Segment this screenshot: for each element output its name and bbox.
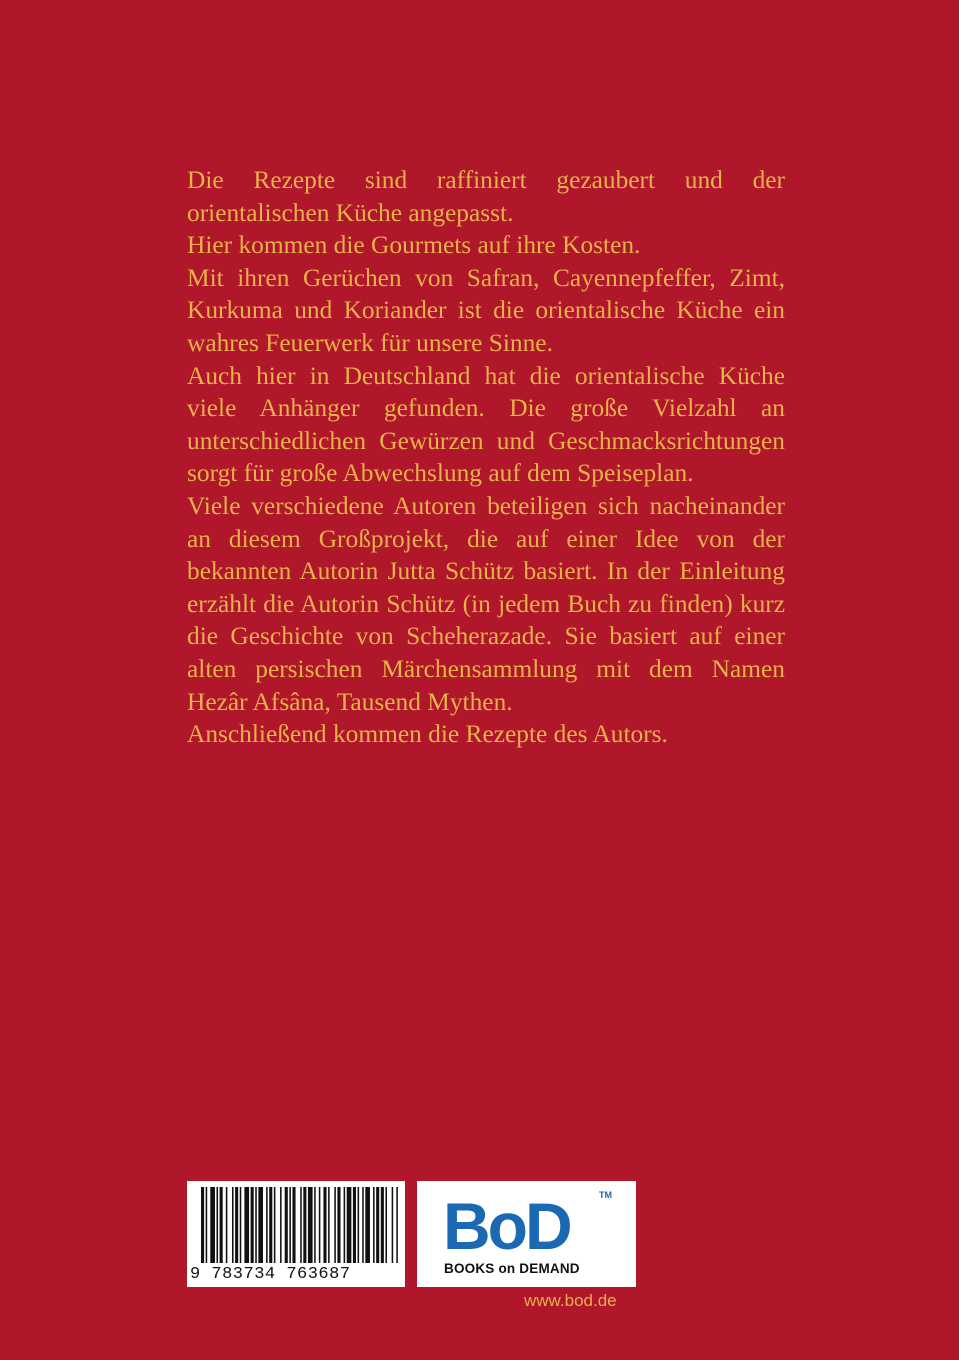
- barcode-bar: [362, 1187, 364, 1263]
- barcode-bar: [210, 1187, 215, 1263]
- barcode-bar: [314, 1187, 316, 1263]
- barcode-bars: [187, 1181, 405, 1265]
- barcode-bar: [232, 1187, 234, 1263]
- isbn-number: 9 783734 763687: [190, 1265, 351, 1284]
- bod-logo: BoD: [443, 1189, 570, 1263]
- blurb-paragraph-3: Mit ihren Gerüchen von Safran, Cayennepfeffer, Zimt, Kurkuma und Koriander ist die orientalische Küche ein wahres Feuerwerk für unsere Sinne.: [187, 263, 785, 357]
- barcode-bar: [269, 1187, 272, 1263]
- barcode-bar: [396, 1187, 398, 1263]
- barcode-bar: [347, 1187, 352, 1263]
- blurb-paragraph-4: Auch hier in Deutschland hat die orientalische Küche viele Anhänger gefunden. Die große Vielzahl an unterschiedlichen Gewürzen und Geschmacksrichtungen sorgt für große Abwechslung auf dem Speiseplan.: [187, 361, 785, 488]
- barcode-bar: [292, 1187, 295, 1263]
- barcode-bar: [240, 1187, 242, 1263]
- barcode-bar: [235, 1187, 238, 1263]
- blurb-paragraph-2: Hier kommen die Gourmets auf ihre Kosten.: [187, 231, 641, 260]
- barcode-bar: [328, 1187, 330, 1263]
- barcode-bar: [385, 1187, 387, 1263]
- barcode-bar: [319, 1187, 321, 1263]
- barcode-bar: [255, 1187, 257, 1263]
- barcode-bar: [285, 1187, 288, 1263]
- barcode-bar: [220, 1187, 223, 1263]
- barcode-bar: [244, 1187, 249, 1263]
- barcode-bar: [303, 1187, 306, 1263]
- barcode-bar: [206, 1187, 208, 1263]
- isbn-barcode: [187, 1181, 405, 1287]
- barcode-bar: [353, 1187, 356, 1263]
- blurb-paragraph-1: Die Rezepte sind raffiniert gezaubert und der orientalischen Küche angepasst.: [187, 166, 785, 227]
- barcode-bar: [323, 1187, 326, 1263]
- barcode-bar: [381, 1187, 384, 1263]
- barcode-bar: [217, 1187, 219, 1263]
- barcode-bar: [344, 1187, 346, 1263]
- barcode-bar: [376, 1187, 379, 1263]
- barcode-bar: [373, 1187, 375, 1263]
- barcode-bar: [226, 1187, 228, 1263]
- barcode-bar: [337, 1187, 340, 1263]
- barcode-bar: [280, 1187, 282, 1263]
- trademark-mark: TM: [599, 1190, 612, 1200]
- barcode-bar: [334, 1187, 336, 1263]
- blurb-paragraph-6: Anschließend kommen die Rezepte des Autors.: [187, 720, 668, 749]
- publisher-url: www.bod.de: [524, 1291, 617, 1310]
- blurb-paragraph-5: Viele verschiedene Autoren beteiligen sich nacheinander an diesem Großprojekt, die auf einer Idee von der bekannten Autorin Jutta Schütz basiert. In der Einleitung erzählt die Autorin Schütz (in jedem Buch zu finden) kurz die Geschichte von Scheherazade. Sie basiert auf einer alten persischen Märchensammlung mit dem Namen Hezâr Afsâna, Tausend Mythen.: [187, 491, 785, 716]
- barcode-bar: [251, 1187, 254, 1263]
- barcode-bar: [289, 1187, 291, 1263]
- barcode-bar: [274, 1187, 276, 1263]
- publisher-tagline: BOOKS on DEMAND: [444, 1261, 580, 1276]
- barcode-bar: [365, 1187, 370, 1263]
- barcode-bar: [201, 1187, 204, 1263]
- barcode-bar: [392, 1187, 394, 1263]
- barcode-bar: [258, 1187, 263, 1263]
- barcode-bar: [358, 1187, 360, 1263]
- publisher-logo-box: [417, 1181, 636, 1287]
- barcode-bar: [266, 1187, 268, 1263]
- back-cover-blurb: [187, 164, 785, 751]
- barcode-bar: [308, 1187, 313, 1263]
- barcode-bar: [300, 1187, 302, 1263]
